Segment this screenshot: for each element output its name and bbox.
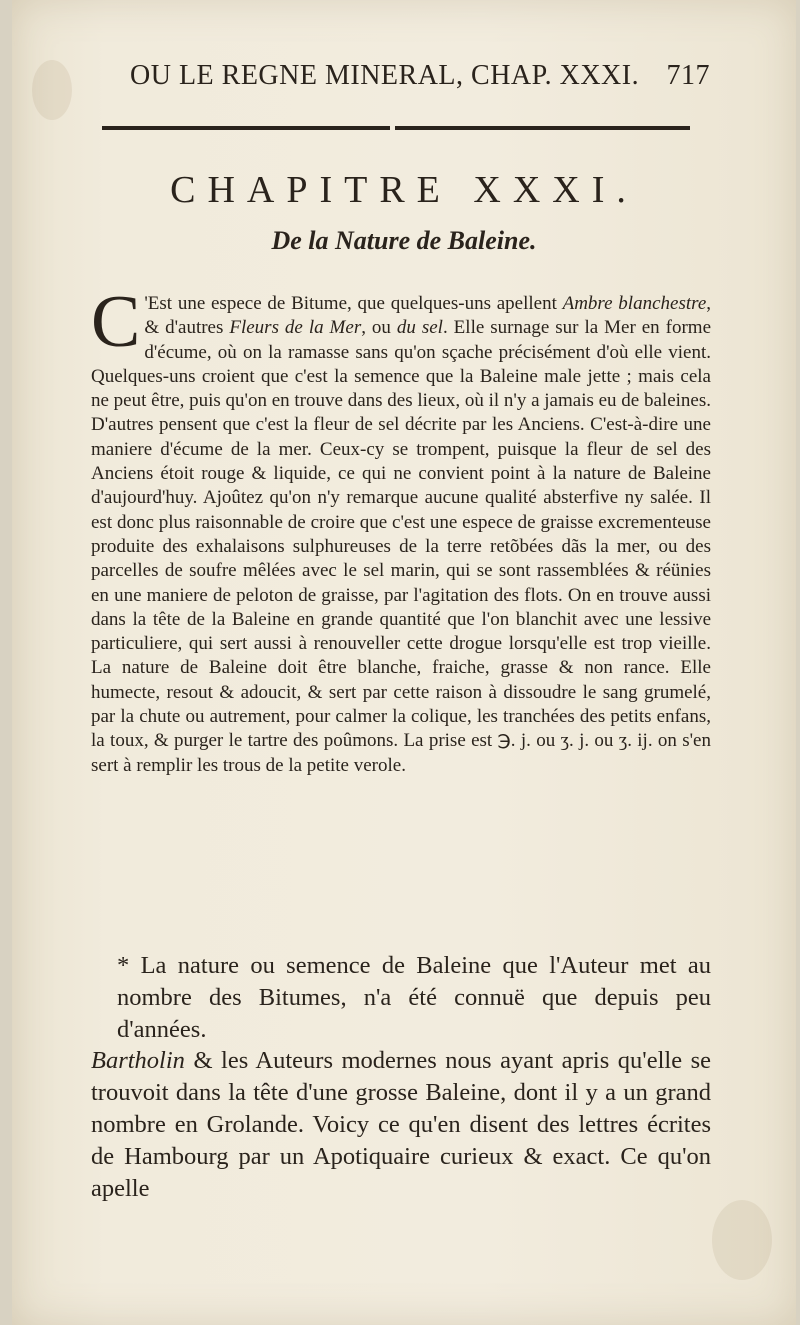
paper-stain [32,60,72,120]
note-text-segment: & les Auteurs modernes nous ayant apris qu'elle se trouvoit dans la tête d'une grosse Baleine, dont il y a un grand nombre en Grolande. Voicy ce qu'en disent des lettres écrites de Hambourg par un Apotiquaire curieux & exact. Ce qu'on apelle [91,1047,711,1202]
annotation-paragraph [91,950,711,1204]
body-text-segment: , ou [361,317,397,339]
header-rule-left [102,126,390,130]
page-number: 717 [666,60,710,91]
body-italic-segment: du sel [396,317,443,339]
header-rule-right [395,126,690,130]
paper-stain [712,1200,772,1280]
chapter-subtitle: De la Nature de Baleine. [271,226,537,255]
chapter-title: CHAPITRE XXXI. [170,169,638,211]
body-text-segment: , & d'autres [144,293,712,339]
running-title: OU LE REGNE MINERAL, CHAP. XXXI. [130,60,640,91]
body-text-segment: . Elle surnage sur la Mer en forme d'écume, où on la ramasse sans qu'on sçache précisément d'où elle vient. Quelques-uns croient que c'est la semence que la Baleine male jette ; mais cela ne peut être, puis qu'on en trouve dans des lieux, où il n'y a jamais eu de baleines. D'autres pensent que c'est la fleur de sel décrite par les Anciens. C'est-à-dire une maniere d'écume de la mer. Ceux-cy se trompent, puisque la fleur de sel des Anciens étoit rouge & liquide, ce qui ne convient point à la nature de Baleine d'aujourd'huy. Ajoûtez qu'on n'y remarque aucune qualité absterfive ny salée. Il est donc plus raisonnable de croire que c'est une espece de graisse excrementeuse produite des exhalaisons sulphureuses de la terre retõbées dãs la mer, ou des parcelles de soufre mêlées avec le sel marin, qui se sont rassemblées & réünies en une maniere de peloton de graisse, par l'agitation des flots. On en trouve aussi dans la tête de la Baleine en grande quantité que l'on blanchit avec une lessive particuliere, qui sert aussi à renouveller cette drogue lorsqu'elle est trop vieille. La nature de Baleine doit être blanche, fraiche, grasse & non rance. Elle humecte, resout & adoucit, & sert par cette raison à dissoudre le sang grumelé, par la chute ou autrement, pour calmer la colique, les tranchées des petits enfans, la toux, & purger le tartre des poûmons. La prise est ℈. j. ou ʒ. j. ou ʒ. ij. on s'en sert à remplir les trous de la petite verole. [91,317,712,776]
main-paragraph [91,281,712,778]
running-header [130,60,710,100]
book-page [12,0,796,1325]
body-italic-segment: Fleurs de la Mer [229,317,362,339]
note-text-segment: * La nature ou semence de Baleine que l'Auteur met au nombre des Bitumes, n'a été connuë que depuis peu d'années. [117,952,711,1043]
body-italic-segment: Ambre blanchestre [562,293,707,314]
note-italic-segment: Bartholin [91,1047,185,1075]
body-text-segment: 'Est une espece de Bitume, que quelques-uns apellent [144,293,563,314]
drop-cap: C [91,281,141,363]
